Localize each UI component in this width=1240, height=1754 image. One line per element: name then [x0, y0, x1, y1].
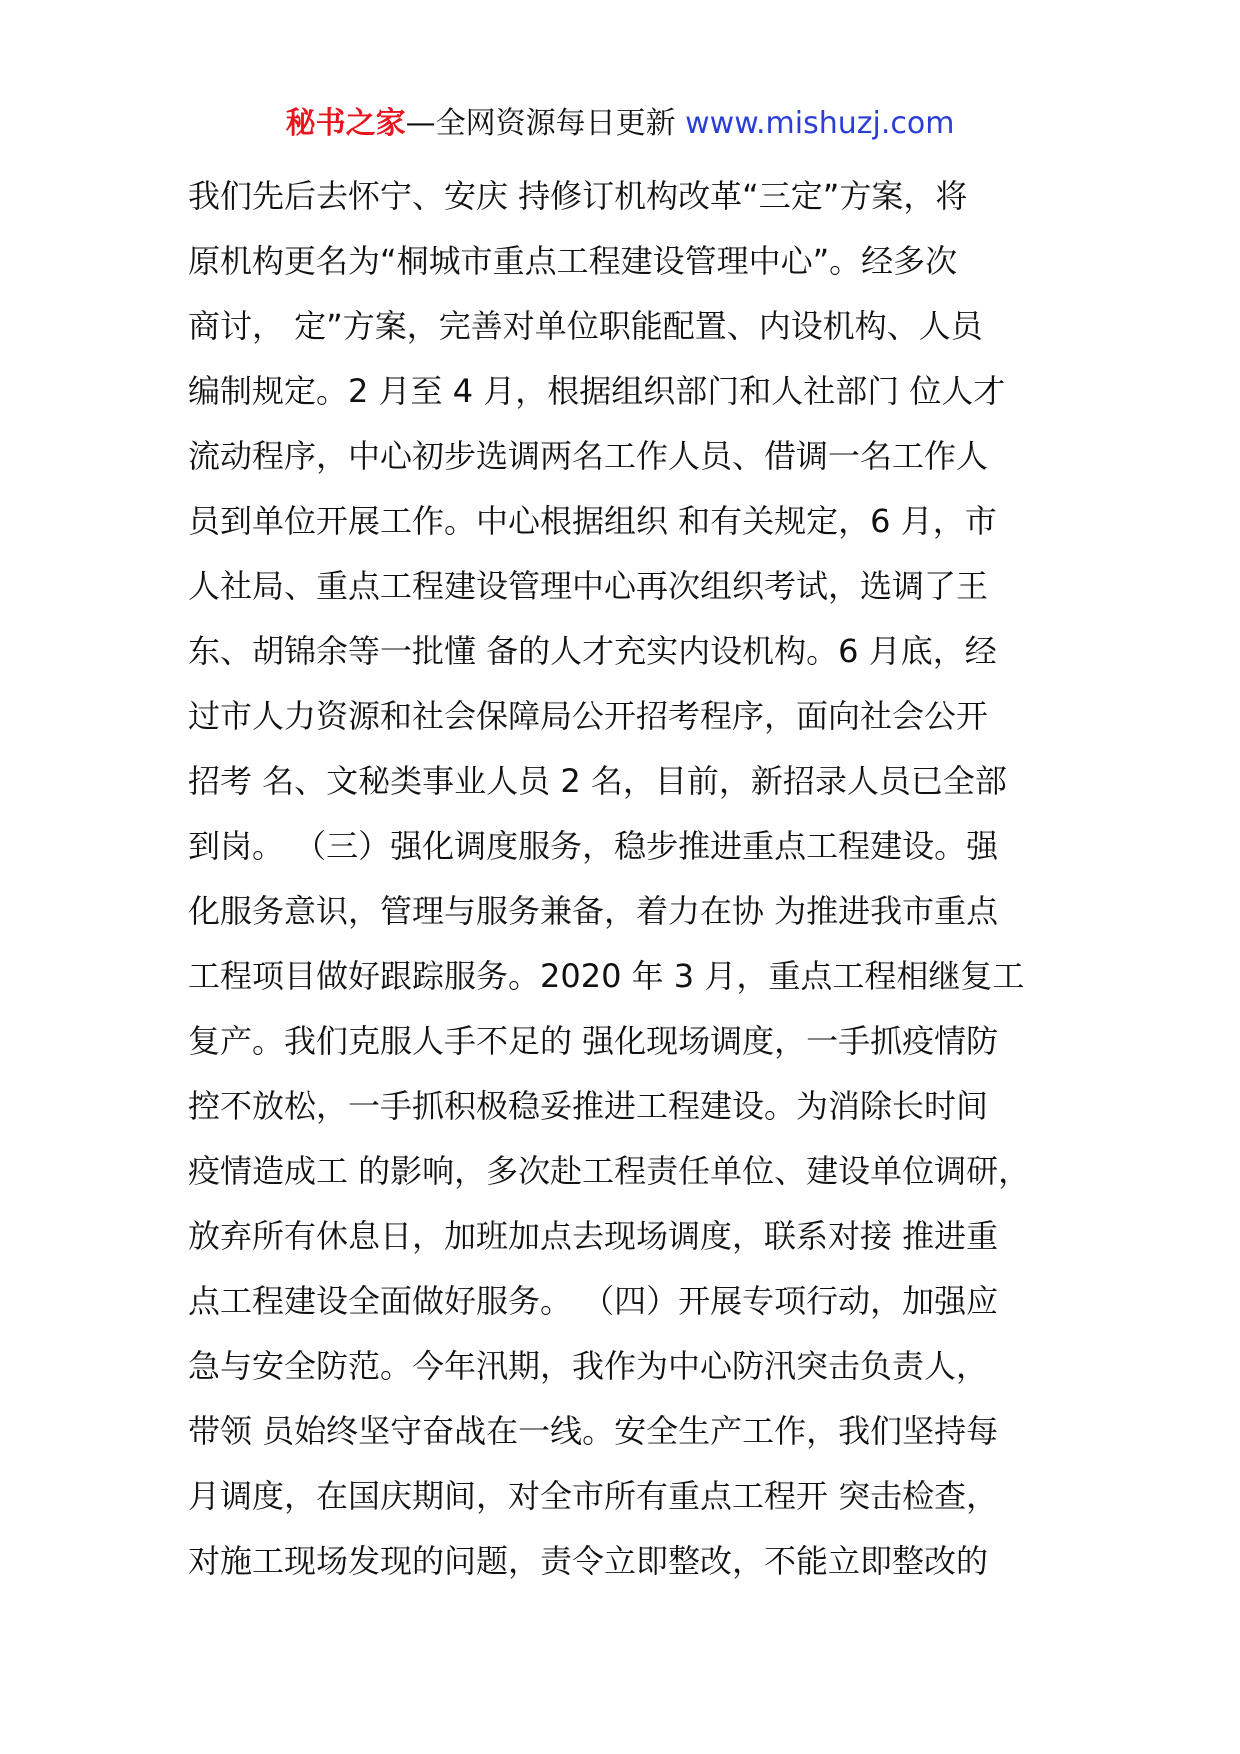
site-header — [0, 104, 1240, 144]
text-line: 招考 名、文秘类事业人员 2 名，目前，新招录人员已全部 — [188, 762, 1007, 800]
text-line: 带领 员始终坚守奋战在一线。安全生产工作，我们坚持每 — [188, 1412, 999, 1450]
text-line: 疫情造成工 的影响，多次赴工程责任单位、建设单位调研， — [188, 1152, 1031, 1190]
site-brand: 秘书之家 — [285, 106, 406, 141]
text-line: 员到单位开展工作。中心根据组织 和有关规定，6 月，市 — [188, 502, 997, 540]
text-line: 人社局、重点工程建设管理中心再次组织考试，选调了王 — [188, 567, 989, 605]
text-line: 编制规定。2 月至 4 月，根据组织部门和人社部门 位人才 — [188, 372, 1006, 410]
text-line: 过市人力资源和社会保障局公开招考程序，面向社会公开 — [188, 697, 989, 735]
text-line: 急与安全防范。今年汛期，我作为中心防汛突击负责人， — [188, 1347, 989, 1385]
text-line: 到岗。 （三）强化调度服务，稳步推进重点工程建设。强 — [188, 827, 999, 865]
text-line: 对施工现场发现的问题，责令立即整改，不能立即整改的 — [188, 1542, 989, 1580]
text-line: 我们先后去怀宁、安庆 持修订机构改革“三定”方案，将 — [188, 177, 968, 215]
document-body — [188, 164, 1108, 1594]
text-line: 点工程建设全面做好服务。 （四）开展专项行动，加强应 — [188, 1282, 999, 1320]
text-line: 放弃所有休息日，加班加点去现场调度，联系对接 推进重 — [188, 1217, 999, 1255]
text-line: 月调度，在国庆期间，对全市所有重点工程开 突击检查， — [188, 1477, 999, 1515]
text-line: 工程项目做好跟踪服务。2020 年 3 月，重点工程相继复工 — [188, 957, 1025, 995]
text-line: 东、胡锦余等一批懂 备的人才充实内设机构。6 月底，经 — [188, 632, 997, 670]
site-url-link[interactable]: www.mishuzj.com — [685, 106, 955, 141]
site-tagline: —全网资源每日更新 — [405, 106, 686, 141]
text-line: 化服务意识，管理与服务兼备，着力在协 为推进我市重点 — [188, 892, 999, 930]
text-line: 控不放松，一手抓积极稳妥推进工程建设。为消除长时间 — [188, 1087, 989, 1125]
text-line: 商讨， 定”方案，完善对单位职能配置、内设机构、人员 — [188, 307, 983, 345]
text-line: 复产。我们克服人手不足的 强化现场调度，一手抓疫情防 — [188, 1022, 999, 1060]
text-line: 流动程序，中心初步选调两名工作人员、借调一名工作人 — [188, 437, 989, 475]
text-line: 原机构更名为“桐城市重点工程建设管理中心”。经多次 — [188, 242, 958, 280]
